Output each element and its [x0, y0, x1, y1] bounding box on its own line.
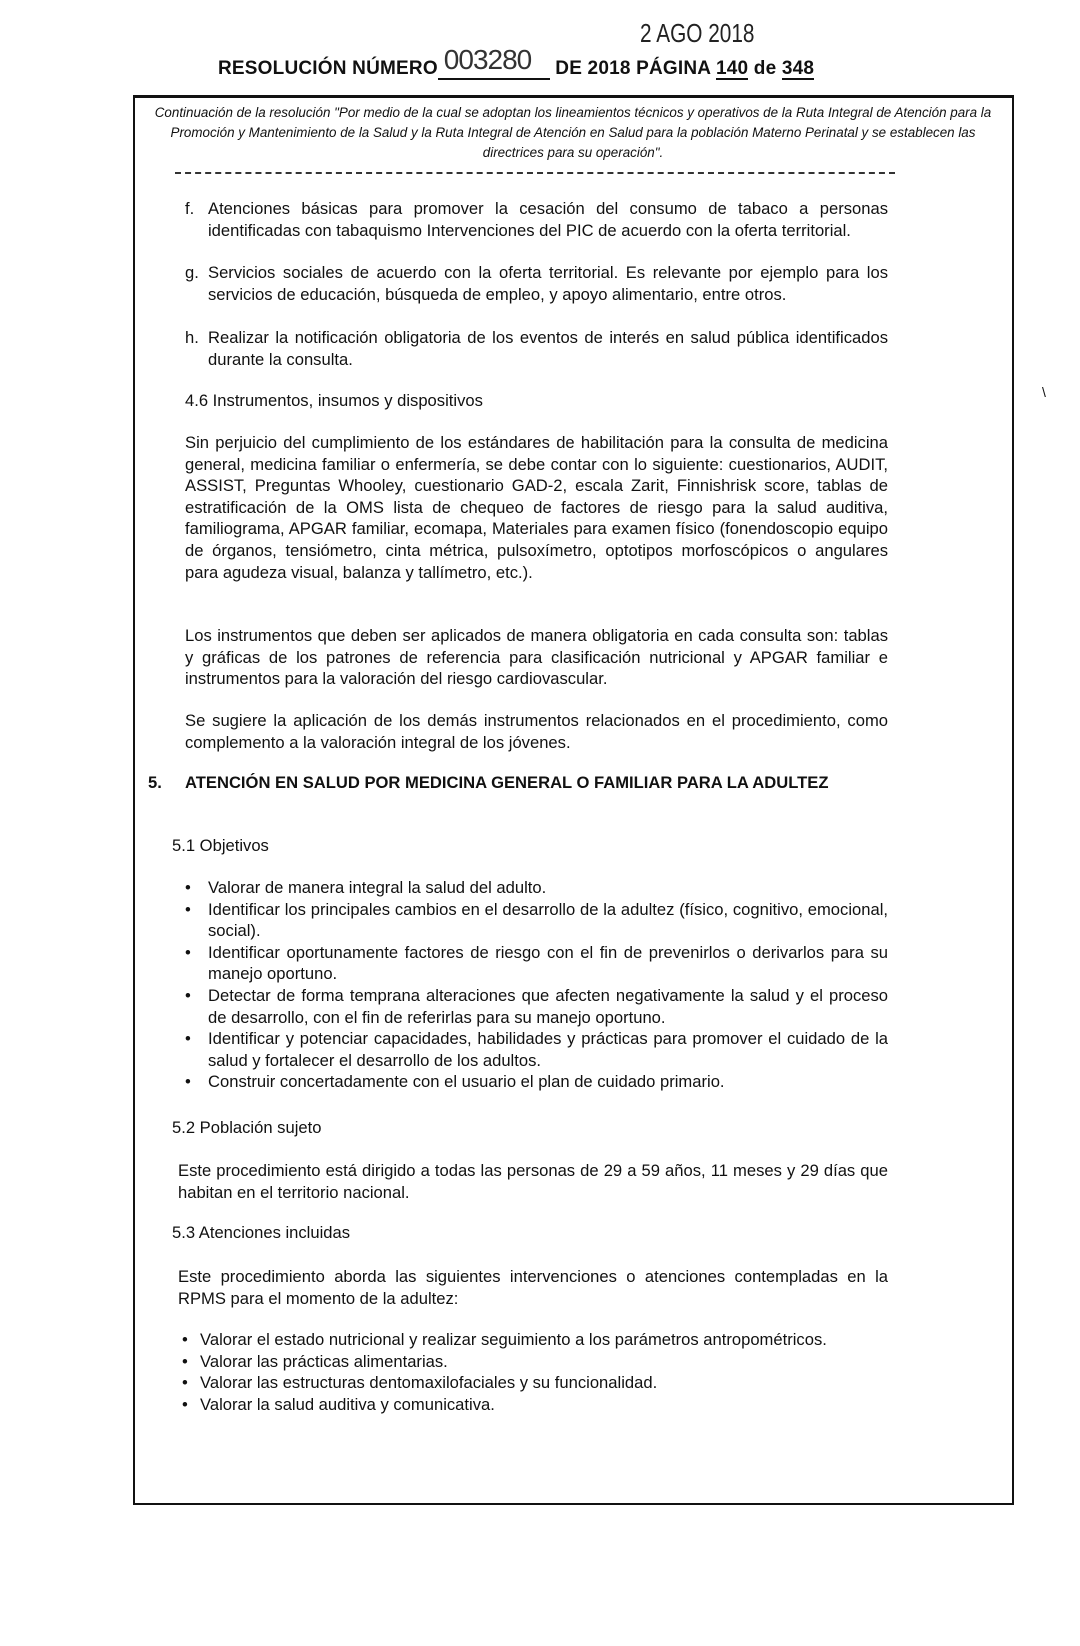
bullet-text: Valorar el estado nutricional y realizar seguimiento a los parámetros antropométricos.	[200, 1330, 827, 1349]
bullet-icon: •	[185, 985, 191, 1005]
date-stamp: 2 AGO 2018	[640, 18, 755, 48]
header-mid: DE 2018 PÁGINA	[555, 58, 711, 79]
header-of: de	[753, 58, 777, 79]
paragraph: Sin perjuicio del cumplimiento de los estándares de habilitación para la consulta de medicina general, medicina familiar o enfermería, se debe contar con lo siguiente: cuestionarios, AUDIT, ASSIST, Preguntas Whooley, cuestionario GAD-2, escala Zarit, Finnishrisk score, tablas de estratificación de la OMS lista de chequeo de factores de riesgo para la salud auditiva, familiograma, APGAR familiar, ecomapa, Materiales para examen físico (fonendoscopio equipo de órganos, tensiómetro, cinta métrica, pulsoxímetro, optotipos morfoscópicos o angulares para agudeza visual, balanza y tallímetro, etc.).	[185, 433, 888, 582]
section-5-3-title: 5.3 Atenciones incluidas	[172, 1223, 351, 1242]
paragraph: Este procedimiento está dirigido a todas las personas de 29 a 59 años, 11 meses y 29 días que habitan en el territorio nacional.	[178, 1161, 888, 1202]
item-label: h.	[185, 328, 199, 347]
resolution-number-field	[438, 44, 550, 80]
bullet-text: Valorar las prácticas alimentarias.	[200, 1351, 448, 1371]
paragraph: Este procedimiento aborda las siguientes intervenciones o atenciones contempladas en la RPMS para el momento de la adultez:	[178, 1267, 888, 1308]
item-label: f.	[185, 199, 195, 218]
bullet-icon: •	[182, 1351, 188, 1371]
header-prefix: RESOLUCIÓN NÚMERO	[218, 58, 438, 79]
bullet-text: Detectar de forma temprana alteraciones que afecten negativamente la salud y el proceso de desarrollo, con el fin de referirlas para su manejo oportuno.	[208, 985, 888, 1027]
bullet-icon: •	[185, 1072, 191, 1092]
resolution-header	[218, 44, 815, 80]
bullet-item	[182, 1329, 888, 1351]
paragraph: Se sugiere la aplicación de los demás instrumentos relacionados en el procedimiento, como complemento a la valoración integral de los jóvenes.	[185, 711, 888, 752]
section-5-title: ATENCIÓN EN SALUD POR MEDICINA GENERAL O FAMILIAR PARA LA ADULTEZ	[185, 773, 829, 792]
bullet-item	[182, 1394, 888, 1416]
bullet-item	[185, 877, 888, 899]
bullet-item	[185, 985, 888, 1028]
bullet-item	[185, 942, 888, 985]
bullet-item	[182, 1351, 888, 1373]
resolution-number: 003280	[443, 44, 532, 75]
section-5-1-title: 5.1 Objetivos	[172, 836, 269, 855]
bullet-text: Valorar la salud auditiva y comunicativa.	[200, 1394, 495, 1414]
margin-mark: \	[1042, 384, 1046, 400]
bullet-icon: •	[182, 1373, 188, 1393]
bullet-item	[182, 1372, 888, 1394]
list-item: Realizar la notificación obligatoria de los eventos de interés en salud pública identificados durante la consulta.	[208, 328, 888, 369]
bullet-text: Valorar de manera integral la salud del adulto.	[208, 878, 547, 897]
page-number: 140	[715, 58, 749, 79]
bullet-item	[185, 899, 888, 942]
bullet-icon: •	[185, 878, 191, 897]
bullet-icon: •	[185, 1029, 191, 1049]
bullet-icon: •	[185, 899, 191, 919]
section-5-number: 5.	[148, 773, 162, 792]
bullet-text: Valorar las estructuras dentomaxilofaciales y su funcionalidad.	[200, 1373, 658, 1393]
dashed-divider	[175, 172, 895, 174]
section-4-6-title: 4.6 Instrumentos, insumos y dispositivos	[185, 391, 483, 410]
bullet-icon: •	[182, 1394, 188, 1414]
objectives-list	[185, 877, 888, 1093]
continuation-note: Continuación de la resolución "Por medio de la cual se adoptan los lineamientos técnicos y operativos de la Ruta Integral de Atención para la Promoción y Mantenimiento de la Salud y la Ruta Integral de Atención en Salud para la población Materno Perinatal y se establecen las directrices para su operación".	[154, 105, 992, 160]
bullet-item	[185, 1028, 888, 1071]
list-item: Servicios sociales de acuerdo con la oferta territorial. Es relevante por ejemplo para los servicios de educación, búsqueda de empleo, y apoyo alimentario, entre otros.	[208, 263, 888, 304]
list-item: Atenciones básicas para promover la cesación del consumo de tabaco a personas identificadas con tabaquismo Intervenciones del PIC de acuerdo con la oferta territorial.	[208, 199, 888, 240]
attentions-list	[182, 1329, 888, 1415]
paragraph: Los instrumentos que deben ser aplicados de manera obligatoria en cada consulta son: tablas y gráficas de los patrones de referencia para clasificación nutricional y APGAR familiar e instrumentos para la valoración del riesgo cardiovascular.	[185, 626, 888, 689]
bullet-icon: •	[185, 942, 191, 962]
page-total: 348	[781, 58, 815, 79]
item-label: g.	[185, 263, 199, 282]
bullet-text: Identificar oportunamente factores de riesgo con el fin de prevenirlos o derivarlos para su manejo oportuno.	[208, 942, 888, 984]
bullet-text: Construir concertadamente con el usuario el plan de cuidado primario.	[208, 1072, 725, 1092]
bullet-item	[185, 1071, 888, 1093]
bullet-text: Identificar y potenciar capacidades, habilidades y prácticas para promover el cuidado de la salud y fortalecer el desarrollo de los adultos.	[208, 1029, 888, 1070]
bullet-icon: •	[182, 1330, 188, 1349]
bullet-text: Identificar los principales cambios en el desarrollo de la adultez (físico, cognitivo, emocional, social).	[208, 899, 888, 941]
section-5-2-title: 5.2 Población sujeto	[172, 1118, 322, 1137]
